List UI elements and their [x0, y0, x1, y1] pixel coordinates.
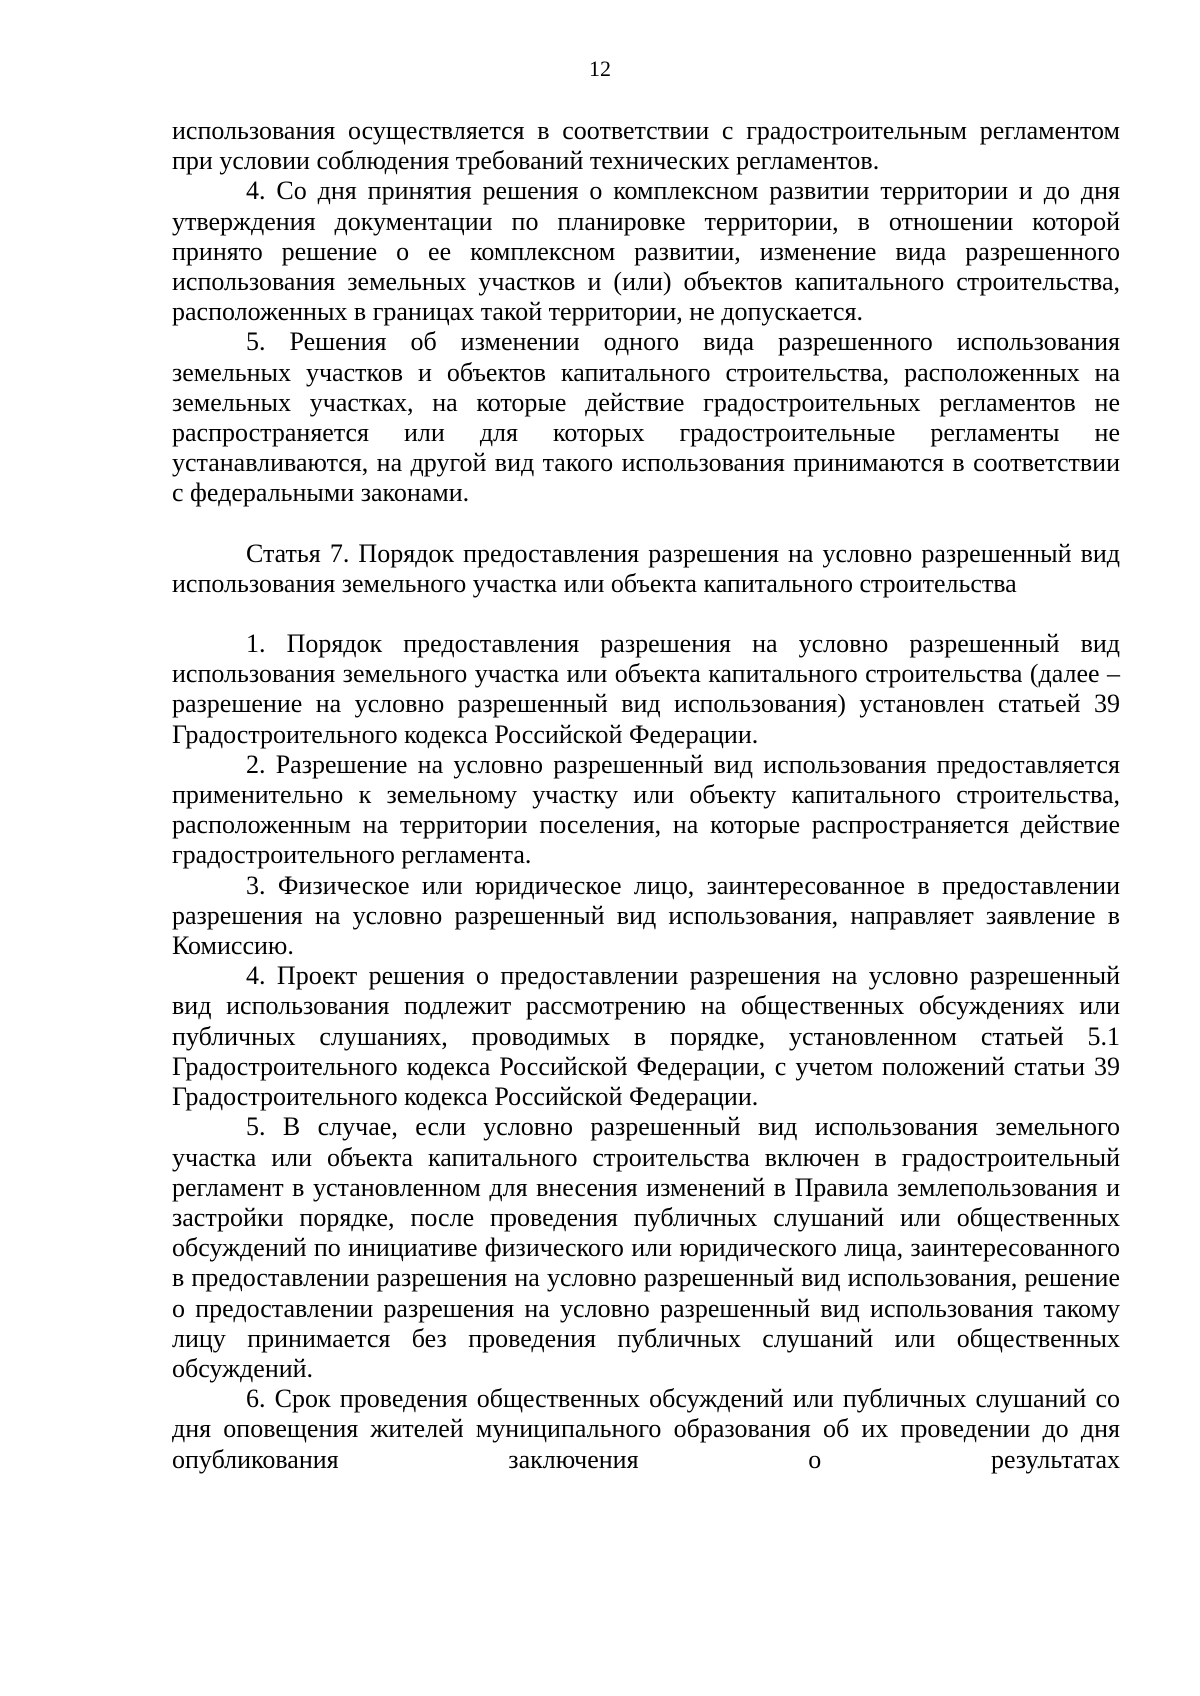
paragraph-continuation: использования осуществляется в соответствии с градостроительным регламентом при условии соблюдения требований технических регламентов.: [172, 116, 1120, 176]
article-paragraph-5: 5. В случае, если условно разрешенный вид использования земельного участка или объекта капитального строительства включен в градостроительный регламент в установленном для внесения изменений в Правила землепользования и застройки порядке, после проведения публичных слушаний или общественных обсуждений по инициативе физического или юридического лица, заинтересованного в предоставлении разрешения на условно разрешенный вид использования, решение о предоставлении разрешения на условно разрешенный вид использования такому лицу принимается без проведения публичных слушаний или общественных обсуждений.: [172, 1112, 1120, 1383]
article-paragraph-2: 2. Разрешение на условно разрешенный вид использования предоставляется применительно к земельному участку или объекту капитального строительства, расположенным на территории поселения, на которые распространяется действие градостроительного регламента.: [172, 749, 1120, 870]
article-paragraph-4: 4. Проект решения о предоставлении разрешения на условно разрешенный вид использования подлежит рассмотрению на общественных обсуждениях или публичных слушаниях, проводимых в порядке, установленном статьей 5.1 Градостроительного кодекса Российской Федерации, с учетом положений статьи 39 Градостроительного кодекса Российской Федерации.: [172, 961, 1120, 1112]
article-paragraph-1: 1. Порядок предоставления разрешения на условно разрешенный вид использования земельного участка или объекта капитального строительства (далее – разрешение на условно разрешенный вид использования) установлен статьей 39 Градостроительного кодекса Российской Федерации.: [172, 629, 1120, 749]
article-heading: Статья 7. Порядок предоставления разрешения на условно разрешенный вид использования земельного участка или объекта капитального строительства: [172, 538, 1120, 598]
page-number: 12: [589, 56, 611, 81]
article-paragraph-3: 3. Физическое или юридическое лицо, заинтересованное в предоставлении разрешения на условно разрешенный вид использования, направляет заявление в Комиссию.: [172, 870, 1120, 961]
paragraph-item-4: 4. Со дня принятия решения о комплексном развитии территории и до дня утверждения документации по планировке территории, в отношении которой принято решение о ее комплексном развитии, изменение вида разрешенного использования земельных участков и (или) объектов капитального строительства, расположенных в границах такой территории, не допускается.: [172, 176, 1120, 327]
document-body: [172, 116, 1120, 1475]
article-paragraph-6: 6. Срок проведения общественных обсуждений или публичных слушаний со дня оповещения жителей муниципального образования об их проведении до дня опубликования заключения о результатах: [172, 1384, 1120, 1474]
paragraph-item-5: 5. Решения об изменении одного вида разрешенного использования земельных участков и объектов капитального строительства, расположенных на земельных участках, на которые действие градостроительных регламентов не распространяется или для которых градостроительные регламенты не устанавливаются, на другой вид такого использования принимаются в соответствии с федеральными законами.: [172, 327, 1120, 508]
